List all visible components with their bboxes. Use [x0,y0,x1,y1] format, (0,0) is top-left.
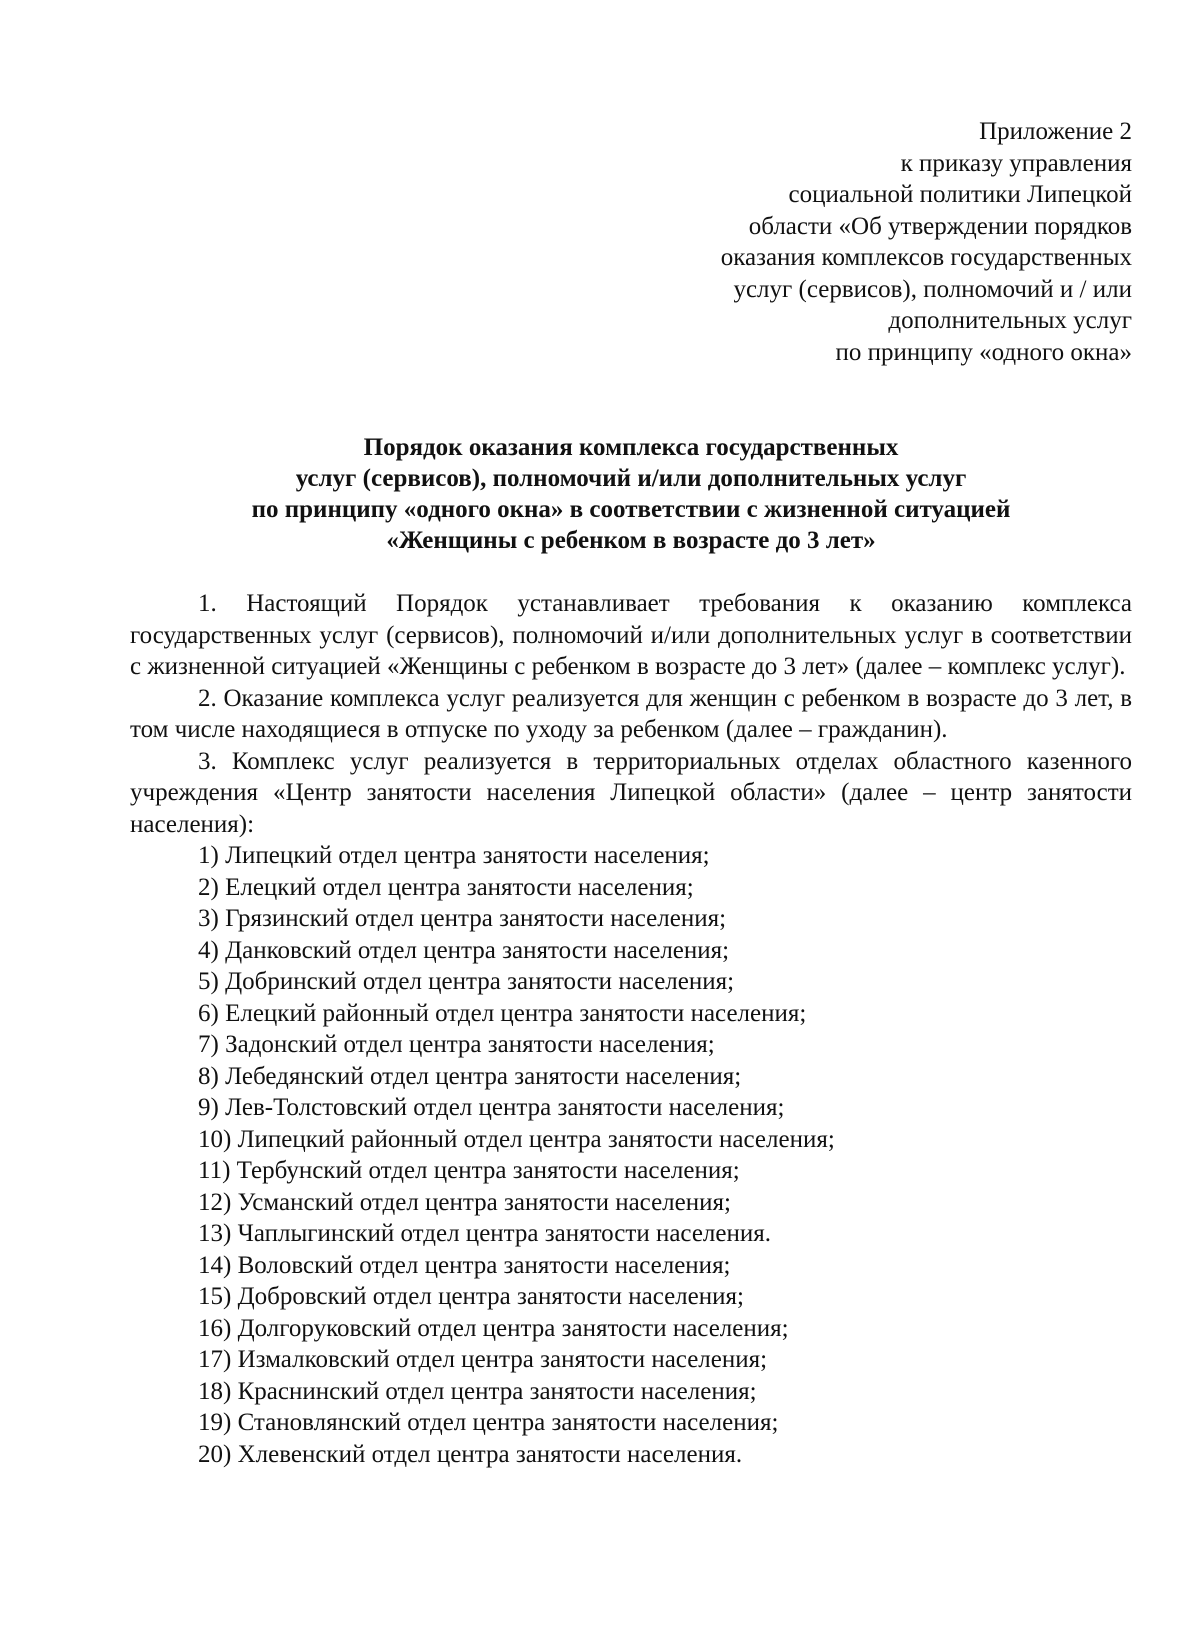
list-item: 18) Краснинский отдел центра занятости населения; [198,1377,757,1405]
list-item: 20) Хлевенский отдел центра занятости населения. [198,1440,743,1468]
list-item: 7) Задонский отдел центра занятости населения; [198,1031,715,1058]
list-item: 6) Елецкий районный отдел центра занятости населения; [198,999,807,1027]
offices-list [130,840,1132,1470]
list-item: 16) Долгоруковский отдел центра занятости населения; [198,1314,789,1342]
paragraph-1: 1. Настоящий Порядок устанавливает требования к оказанию комплекса государственных услуг (сервисов), полномочий и/или дополнительных услуг в соответствии с жизненной ситуацией «Женщины с ребенком в возрасте до 3 лет» (далее – комплекс услуг). [130,590,1132,680]
appendix-line: социальной политики Липецкой [788,181,1132,208]
list-item: 9) Лев-Толстовский отдел центра занятости населения; [198,1094,785,1121]
paragraph-3: 3. Комплекс услуг реализуется в территориальных отделах областного казенного учреждения «Центр занятости населения Липецкой области» (далее – центр занятости населения): [130,747,1132,838]
appendix-line: области «Об утверждении порядков [748,212,1132,240]
list-item: 10) Липецкий районный отдел центра занятости населения; [198,1125,835,1153]
appendix-header [572,116,1132,368]
list-item: 11) Тербунский отдел центра занятости населения; [198,1157,740,1184]
paragraph-2: 2. Оказание комплекса услуг реализуется для женщин с ребенком в возрасте до 3 лет, в том числе находящиеся в отпуске по уходу за ребенком (далее – гражданин). [130,684,1132,743]
title-line: «Женщины с ребенком в возрасте до 3 лет» [386,527,876,554]
document-title [130,432,1132,556]
list-item: 12) Усманский отдел центра занятости населения; [198,1188,731,1216]
appendix-line: дополнительных услуг [888,307,1132,334]
list-item: 19) Становлянский отдел центра занятости населения; [198,1409,779,1436]
list-item: 13) Чаплыгинский отдел центра занятости населения. [198,1220,772,1247]
list-item: 15) Добровский отдел центра занятости населения; [198,1283,744,1310]
title-line: услуг (сервисов), полномочий и/или дополнительных услуг [295,465,967,492]
title-line: по принципу «одного окна» в соответствии с жизненной ситуацией [251,496,1011,523]
list-item: 1) Липецкий отдел центра занятости населения; [198,842,710,869]
list-item: 3) Грязинский отдел центра занятости населения; [198,905,727,932]
list-item: 14) Воловский отдел центра занятости населения; [198,1251,731,1279]
appendix-line: Приложение 2 [979,118,1132,145]
list-item: 8) Лебедянский отдел центра занятости населения; [198,1062,742,1090]
appendix-line: к приказу управления [900,149,1132,177]
list-item: 17) Измалковский отдел центра занятости населения; [198,1346,768,1373]
list-item: 5) Добринский отдел центра занятости населения; [198,968,735,995]
appendix-line: услуг (сервисов), полномочий и / или [733,275,1132,303]
appendix-line: оказания комплексов государственных [720,244,1132,271]
list-item: 2) Елецкий отдел центра занятости населения; [198,873,694,901]
document-body [130,588,1132,1470]
appendix-line: по принципу «одного окна» [835,338,1132,366]
title-line: Порядок оказания комплекса государственных [363,434,899,461]
list-item: 4) Данковский отдел центра занятости населения; [198,936,730,964]
